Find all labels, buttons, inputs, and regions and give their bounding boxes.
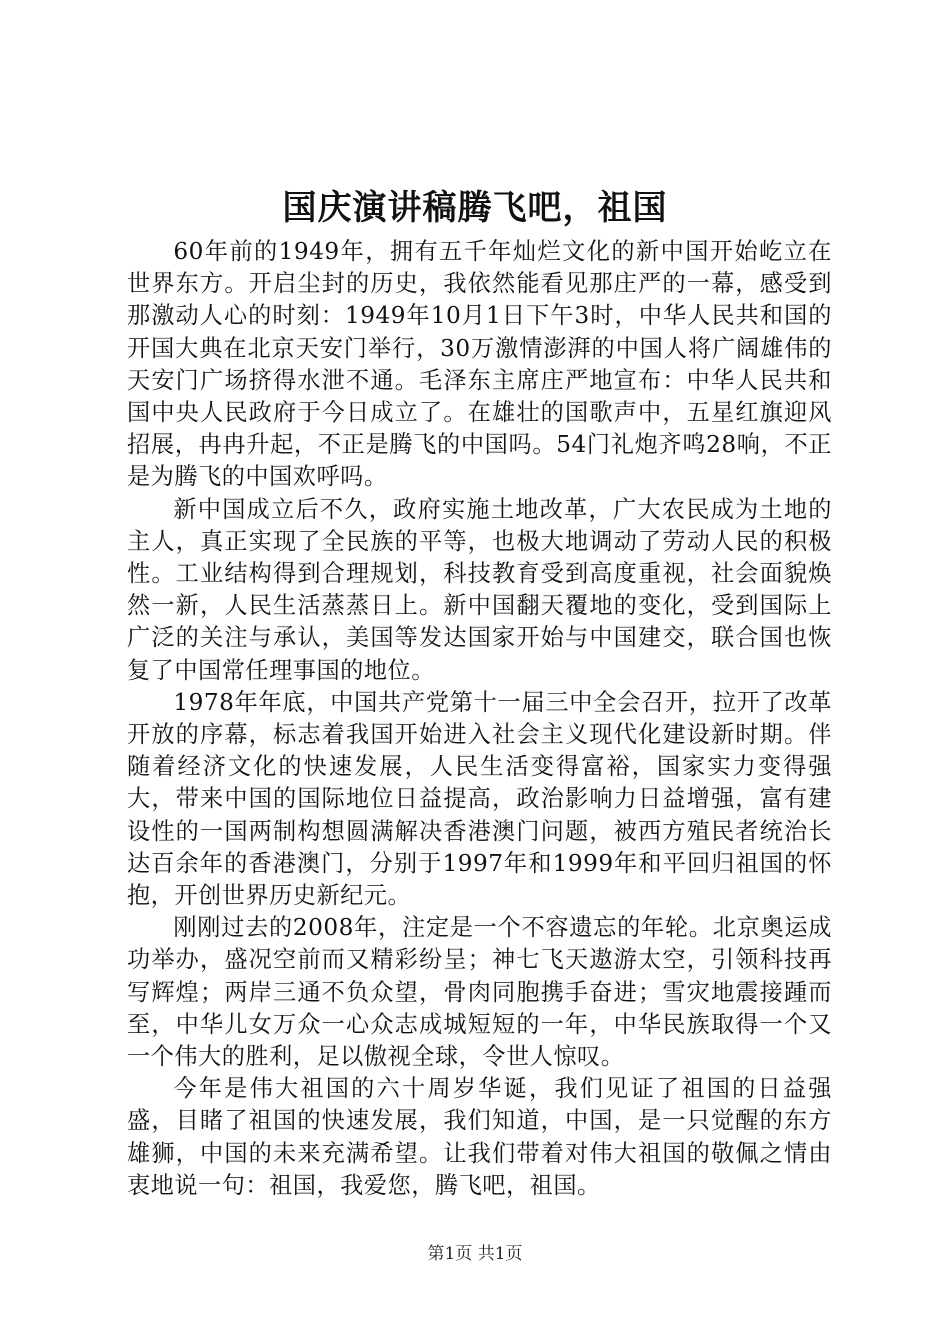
paragraph-1: 60年前的1949年，拥有五千年灿烂文化的新中国开始屹立在世界东方。开启尘封的历史，我依然能看见那庄严的一幕，感受到那激动人心的时刻：1949年10月1日下午3时，中华人民共和国的开国大典在北京天安门举行，30万激情澎湃的中国人将广阔雄伟的天安门广场挤得水泄不通。毛泽东主席庄严地宣布：中华人民共和国中央人民政府于今日成立了。在雄壮的国歌声中，五星红旗迎风招展，冉冉升起，不正是腾飞的中国吗。54门礼炮齐鸣28响，不正是为腾飞的中国欢呼吗。 — [127, 238, 832, 491]
document-title: 国庆演讲稿腾飞吧，祖国 — [282, 188, 668, 228]
page-footer: 第1页 共1页 — [427, 1244, 523, 1264]
paragraph-3: 1978年年底，中国共产党第十一届三中全会召开，拉开了改革开放的序幕，标志着我国开始进入社会主义现代化建设新时期。伴随着经济文化的快速发展，人民生活变得富裕，国家实力变得强大，带来中国的国际地位日益提高，政治影响力日益增强，富有建设性的一国两制构想圆满解决香港澳门问题，被西方殖民者统治长达百余年的香港澳门，分别于1997年和1999年和平回归祖国的怀抱，开创世界历史新纪元。 — [127, 688, 832, 910]
paragraph-2: 新中国成立后不久，政府实施土地改革，广大农民成为土地的主人，真正实现了全民族的平等，也极大地调动了劳动人民的积极性。工业结构得到合理规划，科技教育受到高度重视，社会面貌焕然一新，人民生活蒸蒸日上。新中国翻天覆地的变化，受到国际上广泛的关注与承认，美国等发达国家开始与中国建交，联合国也恢复了中国常任理事国的地位。 — [127, 495, 832, 684]
document-body — [127, 236, 832, 1202]
paragraph-5: 今年是伟大祖国的六十周岁华诞，我们见证了祖国的日益强盛，目睹了祖国的快速发展，我们知道，中国，是一只觉醒的东方雄狮，中国的未来充满希望。让我们带着对伟大祖国的敬佩之情由衷地说一句：祖国，我爱您，腾飞吧，祖国。 — [127, 1075, 832, 1199]
paragraph-4: 刚刚过去的2008年，注定是一个不容遗忘的年轮。北京奥运成功举办，盛况空前而又精彩纷呈；神七飞天遨游太空，引领科技再写辉煌；两岸三通不负众望，骨肉同胞携手奋进；雪灾地震接踵而至，中华儿女万众一心众志成城短短的一年，中华民族取得一个又一个伟大的胜利，足以傲视全球，令世人惊叹。 — [127, 914, 832, 1071]
